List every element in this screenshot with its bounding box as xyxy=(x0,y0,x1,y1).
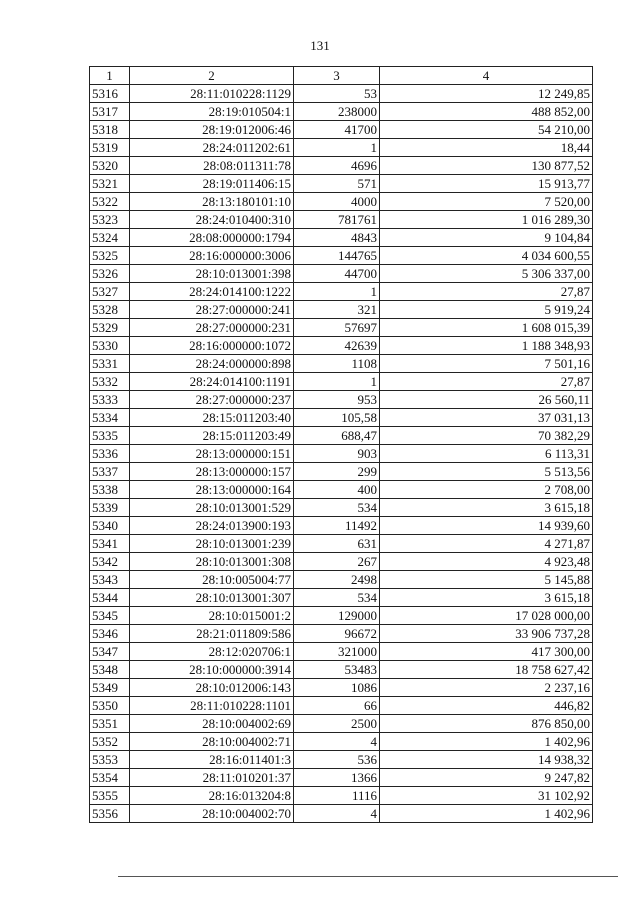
value-cell: 2 708,00 xyxy=(380,481,593,499)
value-cell: 5 919,24 xyxy=(380,301,593,319)
table-row xyxy=(90,535,593,553)
table-row xyxy=(90,517,593,535)
area-cell: 1116 xyxy=(294,787,380,805)
value-cell: 54 210,00 xyxy=(380,121,593,139)
table-row xyxy=(90,661,593,679)
cadastral-number-cell: 28:24:014100:1222 xyxy=(130,283,294,301)
area-cell: 953 xyxy=(294,391,380,409)
area-cell: 688,47 xyxy=(294,427,380,445)
row-number-cell: 5350 xyxy=(90,697,130,715)
row-number-cell: 5318 xyxy=(90,121,130,139)
table-header xyxy=(90,67,593,85)
value-cell: 7 501,16 xyxy=(380,355,593,373)
table-row xyxy=(90,229,593,247)
value-cell: 1 608 015,39 xyxy=(380,319,593,337)
area-cell: 1086 xyxy=(294,679,380,697)
value-cell: 1 402,96 xyxy=(380,805,593,823)
cadastral-number-cell: 28:24:011202:61 xyxy=(130,139,294,157)
area-cell: 631 xyxy=(294,535,380,553)
area-cell: 11492 xyxy=(294,517,380,535)
table-row xyxy=(90,481,593,499)
area-cell: 129000 xyxy=(294,607,380,625)
cadastral-number-cell: 28:10:013001:529 xyxy=(130,499,294,517)
value-cell: 14 938,32 xyxy=(380,751,593,769)
area-cell: 66 xyxy=(294,697,380,715)
area-cell: 1 xyxy=(294,283,380,301)
cadastral-number-cell: 28:10:015001:2 xyxy=(130,607,294,625)
cadastral-value-table xyxy=(89,66,593,823)
value-cell: 5 145,88 xyxy=(380,571,593,589)
area-cell: 1366 xyxy=(294,769,380,787)
value-cell: 5 306 337,00 xyxy=(380,265,593,283)
table-row xyxy=(90,805,593,823)
row-number-cell: 5339 xyxy=(90,499,130,517)
row-number-cell: 5337 xyxy=(90,463,130,481)
value-cell: 9 247,82 xyxy=(380,769,593,787)
row-number-cell: 5329 xyxy=(90,319,130,337)
cadastral-number-cell: 28:08:000000:1794 xyxy=(130,229,294,247)
table-row xyxy=(90,733,593,751)
value-cell: 4 034 600,55 xyxy=(380,247,593,265)
area-cell: 1 xyxy=(294,139,380,157)
cadastral-number-cell: 28:19:011406:15 xyxy=(130,175,294,193)
area-cell: 903 xyxy=(294,445,380,463)
cadastral-number-cell: 28:13:000000:151 xyxy=(130,445,294,463)
cadastral-number-cell: 28:13:000000:164 xyxy=(130,481,294,499)
cadastral-number-cell: 28:16:013204:8 xyxy=(130,787,294,805)
table-row xyxy=(90,625,593,643)
table-row xyxy=(90,103,593,121)
table-row xyxy=(90,463,593,481)
area-cell: 534 xyxy=(294,499,380,517)
cadastral-number-cell: 28:24:013900:193 xyxy=(130,517,294,535)
area-cell: 53483 xyxy=(294,661,380,679)
row-number-cell: 5321 xyxy=(90,175,130,193)
table-row xyxy=(90,121,593,139)
value-cell: 37 031,13 xyxy=(380,409,593,427)
value-cell: 27,87 xyxy=(380,283,593,301)
row-number-cell: 5319 xyxy=(90,139,130,157)
header-row xyxy=(90,67,593,85)
cadastral-number-cell: 28:24:000000:898 xyxy=(130,355,294,373)
table-row xyxy=(90,787,593,805)
table-row xyxy=(90,679,593,697)
row-number-cell: 5332 xyxy=(90,373,130,391)
value-cell: 1 402,96 xyxy=(380,733,593,751)
area-cell: 400 xyxy=(294,481,380,499)
cadastral-number-cell: 28:13:180101:10 xyxy=(130,193,294,211)
value-cell: 446,82 xyxy=(380,697,593,715)
row-number-cell: 5335 xyxy=(90,427,130,445)
row-number-cell: 5345 xyxy=(90,607,130,625)
area-cell: 238000 xyxy=(294,103,380,121)
table-row xyxy=(90,265,593,283)
cadastral-number-cell: 28:08:011311:78 xyxy=(130,157,294,175)
row-number-cell: 5356 xyxy=(90,805,130,823)
table-row xyxy=(90,193,593,211)
area-cell: 267 xyxy=(294,553,380,571)
area-cell: 42639 xyxy=(294,337,380,355)
cadastral-number-cell: 28:10:013001:398 xyxy=(130,265,294,283)
value-cell: 12 249,85 xyxy=(380,85,593,103)
area-cell: 299 xyxy=(294,463,380,481)
table-row xyxy=(90,391,593,409)
area-cell: 2500 xyxy=(294,715,380,733)
column-header-area: 3 xyxy=(294,67,380,85)
row-number-cell: 5354 xyxy=(90,769,130,787)
area-cell: 105,58 xyxy=(294,409,380,427)
row-number-cell: 5336 xyxy=(90,445,130,463)
table-row xyxy=(90,643,593,661)
value-cell: 876 850,00 xyxy=(380,715,593,733)
area-cell: 1 xyxy=(294,373,380,391)
table-row xyxy=(90,409,593,427)
value-cell: 70 382,29 xyxy=(380,427,593,445)
table-row xyxy=(90,607,593,625)
cadastral-number-cell: 28:24:014100:1191 xyxy=(130,373,294,391)
area-cell: 57697 xyxy=(294,319,380,337)
value-cell: 6 113,31 xyxy=(380,445,593,463)
row-number-cell: 5327 xyxy=(90,283,130,301)
table-row xyxy=(90,355,593,373)
table-row xyxy=(90,571,593,589)
row-number-cell: 5334 xyxy=(90,409,130,427)
cadastral-number-cell: 28:16:011401:3 xyxy=(130,751,294,769)
cadastral-number-cell: 28:11:010228:1101 xyxy=(130,697,294,715)
row-number-cell: 5343 xyxy=(90,571,130,589)
cadastral-number-cell: 28:27:000000:237 xyxy=(130,391,294,409)
row-number-cell: 5326 xyxy=(90,265,130,283)
value-cell: 31 102,92 xyxy=(380,787,593,805)
value-cell: 7 520,00 xyxy=(380,193,593,211)
cadastral-number-cell: 28:19:010504:1 xyxy=(130,103,294,121)
area-cell: 571 xyxy=(294,175,380,193)
value-cell: 27,87 xyxy=(380,373,593,391)
table-row xyxy=(90,427,593,445)
cadastral-number-cell: 28:11:010201:37 xyxy=(130,769,294,787)
cadastral-number-cell: 28:15:011203:40 xyxy=(130,409,294,427)
cadastral-number-cell: 28:10:004002:71 xyxy=(130,733,294,751)
area-cell: 321000 xyxy=(294,643,380,661)
value-cell: 17 028 000,00 xyxy=(380,607,593,625)
table-row xyxy=(90,589,593,607)
value-cell: 4 271,87 xyxy=(380,535,593,553)
row-number-cell: 5351 xyxy=(90,715,130,733)
table-row xyxy=(90,373,593,391)
table-row xyxy=(90,319,593,337)
area-cell: 2498 xyxy=(294,571,380,589)
row-number-cell: 5333 xyxy=(90,391,130,409)
row-number-cell: 5344 xyxy=(90,589,130,607)
table-row xyxy=(90,247,593,265)
value-cell: 33 906 737,28 xyxy=(380,625,593,643)
cadastral-number-cell: 28:13:000000:157 xyxy=(130,463,294,481)
value-cell: 26 560,11 xyxy=(380,391,593,409)
area-cell: 321 xyxy=(294,301,380,319)
row-number-cell: 5330 xyxy=(90,337,130,355)
area-cell: 44700 xyxy=(294,265,380,283)
value-cell: 1 188 348,93 xyxy=(380,337,593,355)
cadastral-number-cell: 28:10:013001:308 xyxy=(130,553,294,571)
row-number-cell: 5355 xyxy=(90,787,130,805)
value-cell: 488 852,00 xyxy=(380,103,593,121)
value-cell: 15 913,77 xyxy=(380,175,593,193)
area-cell: 1108 xyxy=(294,355,380,373)
row-number-cell: 5341 xyxy=(90,535,130,553)
row-number-cell: 5328 xyxy=(90,301,130,319)
cadastral-number-cell: 28:21:011809:586 xyxy=(130,625,294,643)
bottom-divider xyxy=(118,876,618,877)
row-number-cell: 5320 xyxy=(90,157,130,175)
table-row xyxy=(90,301,593,319)
row-number-cell: 5352 xyxy=(90,733,130,751)
cadastral-number-cell: 28:10:012006:143 xyxy=(130,679,294,697)
table-row xyxy=(90,139,593,157)
row-number-cell: 5340 xyxy=(90,517,130,535)
value-cell: 5 513,56 xyxy=(380,463,593,481)
value-cell: 18,44 xyxy=(380,139,593,157)
table-row xyxy=(90,697,593,715)
column-header-number: 1 xyxy=(90,67,130,85)
table-row xyxy=(90,283,593,301)
cadastral-number-cell: 28:16:000000:1072 xyxy=(130,337,294,355)
row-number-cell: 5322 xyxy=(90,193,130,211)
row-number-cell: 5342 xyxy=(90,553,130,571)
table-row xyxy=(90,751,593,769)
page-number: 131 xyxy=(310,38,330,53)
area-cell: 144765 xyxy=(294,247,380,265)
cadastral-number-cell: 28:12:020706:1 xyxy=(130,643,294,661)
cadastral-number-cell: 28:10:013001:307 xyxy=(130,589,294,607)
cadastral-number-cell: 28:19:012006:46 xyxy=(130,121,294,139)
value-cell: 1 016 289,30 xyxy=(380,211,593,229)
area-cell: 41700 xyxy=(294,121,380,139)
area-cell: 53 xyxy=(294,85,380,103)
table-row xyxy=(90,157,593,175)
cadastral-number-cell: 28:10:004002:69 xyxy=(130,715,294,733)
row-number-cell: 5325 xyxy=(90,247,130,265)
cadastral-number-cell: 28:27:000000:241 xyxy=(130,301,294,319)
row-number-cell: 5323 xyxy=(90,211,130,229)
value-cell: 3 615,18 xyxy=(380,499,593,517)
value-cell: 130 877,52 xyxy=(380,157,593,175)
table-row xyxy=(90,445,593,463)
row-number-cell: 5331 xyxy=(90,355,130,373)
area-cell: 534 xyxy=(294,589,380,607)
area-cell: 4843 xyxy=(294,229,380,247)
table-row xyxy=(90,553,593,571)
area-cell: 781761 xyxy=(294,211,380,229)
value-cell: 9 104,84 xyxy=(380,229,593,247)
cadastral-number-cell: 28:16:000000:3006 xyxy=(130,247,294,265)
cadastral-number-cell: 28:27:000000:231 xyxy=(130,319,294,337)
value-cell: 18 758 627,42 xyxy=(380,661,593,679)
table-row xyxy=(90,211,593,229)
table-row xyxy=(90,715,593,733)
table-row xyxy=(90,499,593,517)
cadastral-number-cell: 28:24:010400:310 xyxy=(130,211,294,229)
cadastral-number-cell: 28:10:013001:239 xyxy=(130,535,294,553)
table-body xyxy=(90,85,593,823)
area-cell: 536 xyxy=(294,751,380,769)
column-header-cadastral-number: 2 xyxy=(130,67,294,85)
column-header-value: 4 xyxy=(380,67,593,85)
area-cell: 96672 xyxy=(294,625,380,643)
row-number-cell: 5348 xyxy=(90,661,130,679)
row-number-cell: 5317 xyxy=(90,103,130,121)
row-number-cell: 5338 xyxy=(90,481,130,499)
value-cell: 14 939,60 xyxy=(380,517,593,535)
row-number-cell: 5346 xyxy=(90,625,130,643)
cadastral-number-cell: 28:10:005004:77 xyxy=(130,571,294,589)
table-row xyxy=(90,175,593,193)
row-number-cell: 5353 xyxy=(90,751,130,769)
area-cell: 4000 xyxy=(294,193,380,211)
table-row xyxy=(90,337,593,355)
row-number-cell: 5347 xyxy=(90,643,130,661)
value-cell: 3 615,18 xyxy=(380,589,593,607)
cadastral-number-cell: 28:10:000000:3914 xyxy=(130,661,294,679)
row-number-cell: 5324 xyxy=(90,229,130,247)
value-cell: 4 923,48 xyxy=(380,553,593,571)
cadastral-number-cell: 28:10:004002:70 xyxy=(130,805,294,823)
row-number-cell: 5316 xyxy=(90,85,130,103)
cadastral-number-cell: 28:11:010228:1129 xyxy=(130,85,294,103)
cadastral-number-cell: 28:15:011203:49 xyxy=(130,427,294,445)
area-cell: 4 xyxy=(294,733,380,751)
area-cell: 4 xyxy=(294,805,380,823)
row-number-cell: 5349 xyxy=(90,679,130,697)
area-cell: 4696 xyxy=(294,157,380,175)
value-cell: 2 237,16 xyxy=(380,679,593,697)
table-row xyxy=(90,769,593,787)
table-row xyxy=(90,85,593,103)
value-cell: 417 300,00 xyxy=(380,643,593,661)
